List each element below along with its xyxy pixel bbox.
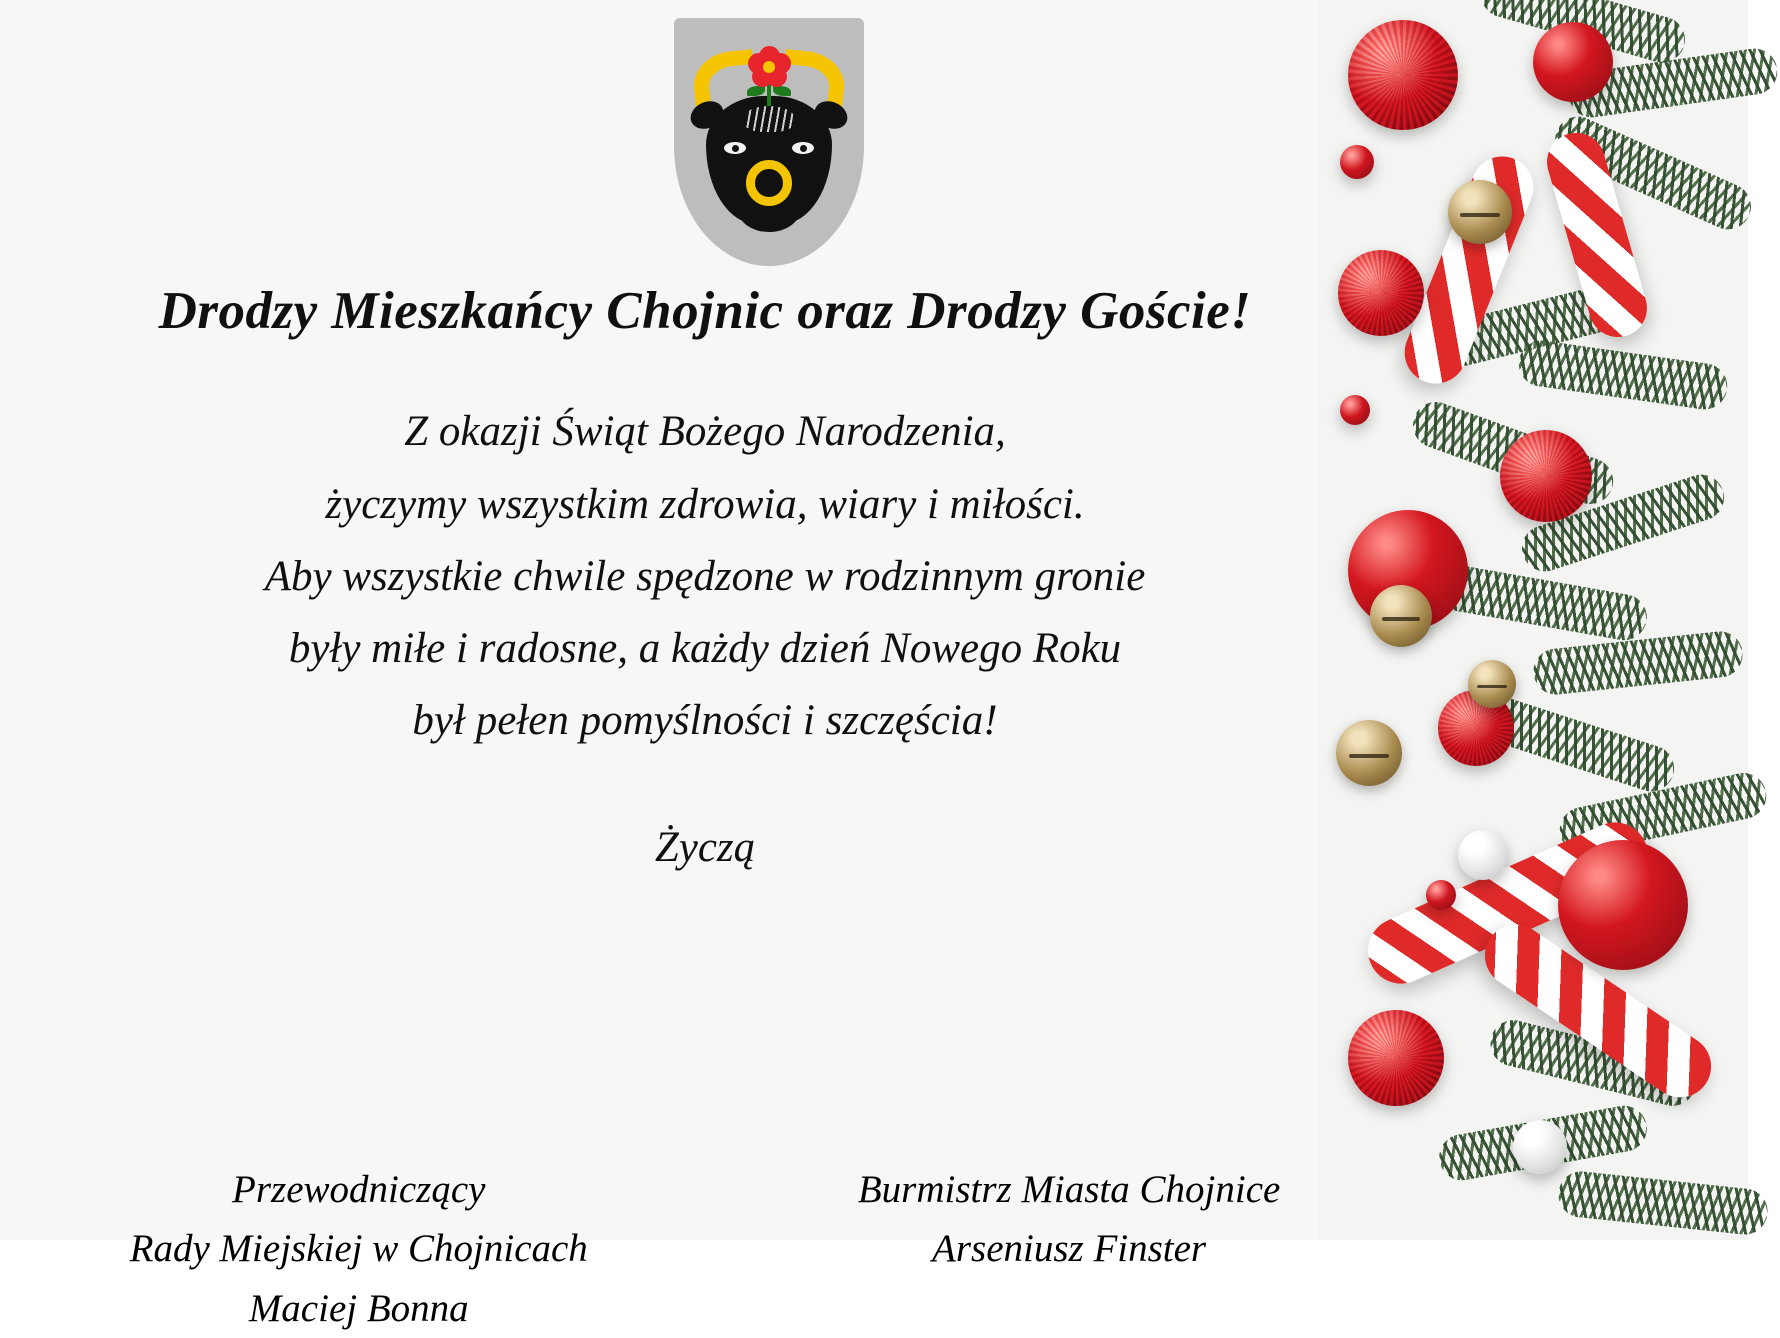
greeting-line: były miłe i radosne, a każdy dzień Nowego Roku (288, 625, 1122, 672)
signature-left (130, 1160, 588, 1338)
crest-bull-forelock (743, 106, 795, 132)
white-bauble-icon (1513, 1120, 1567, 1174)
greeting-line: Z okazji Świąt Bożego Narodzenia, (404, 408, 1006, 456)
coat-of-arms-icon (674, 18, 864, 266)
signature-left-title-2: Rady Miejskiej w Chojnicach (129, 1227, 588, 1271)
signature-right (858, 1160, 1281, 1338)
fir-branch-icon (1556, 1169, 1770, 1237)
red-bauble-icon (1338, 250, 1424, 336)
red-bauble-icon (1348, 1010, 1444, 1106)
golden-bell-icon (1468, 660, 1516, 708)
golden-bell-icon (1370, 585, 1432, 647)
page-title: Drodzy Mieszkańcy Chojnic oraz Drodzy Goście! (158, 282, 1252, 340)
crest-bull-nose-ring-icon (746, 160, 792, 206)
fir-branch-icon (1531, 629, 1745, 697)
crest-bull-eye-left (724, 142, 746, 154)
crest-bull-head-icon (706, 96, 832, 224)
greeting-content (0, 282, 1410, 872)
greeting-line: był pełen pomyślności i szczęścia! (412, 697, 998, 745)
greeting-line: życzymy wszystkim zdrowia, wiary i miłości. (325, 480, 1085, 528)
crest-rose-icon (746, 44, 792, 90)
signature-right-name: Arseniusz Finster (932, 1227, 1207, 1271)
greeting-closing: Życzą (654, 824, 756, 872)
crest-bull-eye-right (792, 142, 814, 154)
signature-block (0, 1160, 1410, 1338)
golden-bell-icon (1448, 180, 1512, 244)
decoration-description (1318, 0, 1319, 1)
greeting-body (0, 396, 1410, 757)
christmas-decoration-border (1318, 0, 1748, 1240)
signature-right-title-1: Burmistrz Miasta Chojnice (857, 1168, 1281, 1211)
greeting-line: Aby wszystkie chwile spędzone w rodzinnym gronie (264, 552, 1146, 600)
signature-left-name: Maciej Bonna (248, 1286, 469, 1330)
golden-bell-icon (1336, 720, 1402, 786)
signature-left-title-1: Przewodniczący (232, 1168, 486, 1211)
red-bauble-icon (1500, 430, 1592, 522)
red-bauble-small-icon (1340, 395, 1370, 425)
red-bauble-small-icon (1340, 145, 1374, 179)
red-bauble-icon (1533, 22, 1613, 102)
red-bauble-icon (1558, 840, 1688, 970)
red-bauble-small-icon (1426, 880, 1456, 910)
fir-branch-icon (1516, 338, 1730, 413)
white-bauble-icon (1458, 830, 1508, 880)
red-bauble-icon (1348, 20, 1458, 130)
